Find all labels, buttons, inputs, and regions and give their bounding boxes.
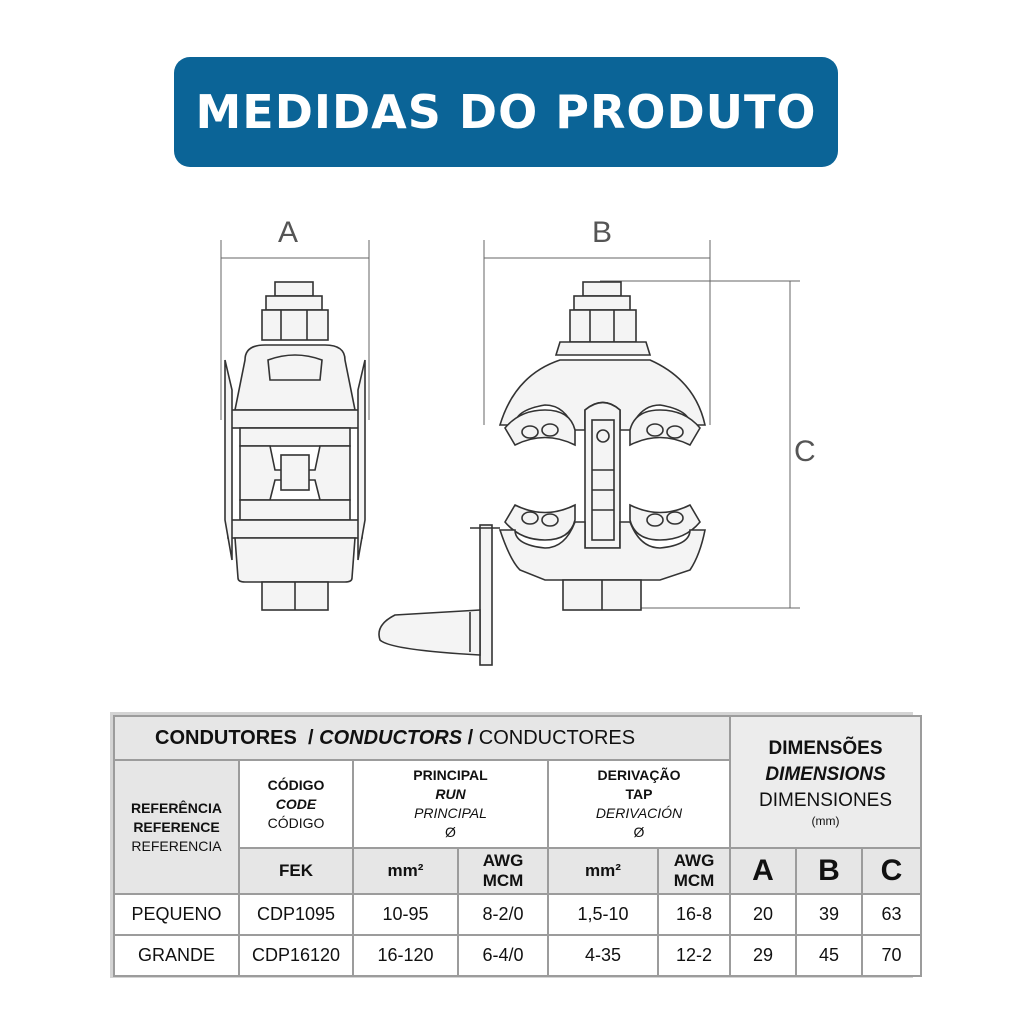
row-2-a: 29 xyxy=(730,935,796,976)
principal-header: PRINCIPAL RUN PRINCIPAL Ø xyxy=(353,760,548,848)
row-1-code: CDP1095 xyxy=(239,894,353,935)
row-1-ref: PEQUENO xyxy=(114,894,239,935)
row-2-code: CDP16120 xyxy=(239,935,353,976)
row-2-b: 45 xyxy=(796,935,862,976)
run-mm2-subheader: mm² xyxy=(353,848,458,894)
tap-mm2-subheader: mm² xyxy=(548,848,658,894)
row-2-tap-awg: 12-2 xyxy=(658,935,730,976)
specification-table-frame xyxy=(110,712,913,978)
row-1-c: 63 xyxy=(862,894,921,935)
title-banner xyxy=(174,57,838,167)
row-1-b: 39 xyxy=(796,894,862,935)
dim-a-subheader: A xyxy=(730,848,796,894)
dimension-label-c: C xyxy=(794,435,816,468)
tap-awg-subheader: AWG MCM xyxy=(658,848,730,894)
dimensions-header: DIMENSÕES DIMENSIONS DIMENSIONES (mm) xyxy=(730,716,921,848)
run-awg-subheader: AWG MCM xyxy=(458,848,548,894)
row-1-tap-awg: 16-8 xyxy=(658,894,730,935)
conductors-header: CONDUTORES / CONDUCTORS / CONDUCTORES xyxy=(114,716,730,760)
code-header: CÓDIGO CODE CÓDIGO xyxy=(239,760,353,848)
row-2-run-mm2: 16-120 xyxy=(353,935,458,976)
specification-table xyxy=(113,715,922,977)
row-2-c: 70 xyxy=(862,935,921,976)
row-1-run-mm2: 10-95 xyxy=(353,894,458,935)
dim-c-subheader: C xyxy=(862,848,921,894)
row-2-tap-mm2: 4-35 xyxy=(548,935,658,976)
derivacao-header: DERIVAÇÃO TAP DERIVACIÓN Ø xyxy=(548,760,730,848)
dimension-label-a: A xyxy=(278,216,299,249)
fek-subheader: FEK xyxy=(239,848,353,894)
row-1-a: 20 xyxy=(730,894,796,935)
reference-header: REFERÊNCIA REFERENCE REFERENCIA xyxy=(114,760,239,894)
dim-b-subheader: B xyxy=(796,848,862,894)
page-title: MEDIDAS DO PRODUTO xyxy=(195,85,817,139)
side-view xyxy=(225,282,365,610)
row-2-run-awg: 6-4/0 xyxy=(458,935,548,976)
row-1-tap-mm2: 1,5-10 xyxy=(548,894,658,935)
row-2-ref: GRANDE xyxy=(114,935,239,976)
row-1-run-awg: 8-2/0 xyxy=(458,894,548,935)
dimension-label-b: B xyxy=(592,216,613,249)
product-technical-drawing xyxy=(0,180,1024,700)
